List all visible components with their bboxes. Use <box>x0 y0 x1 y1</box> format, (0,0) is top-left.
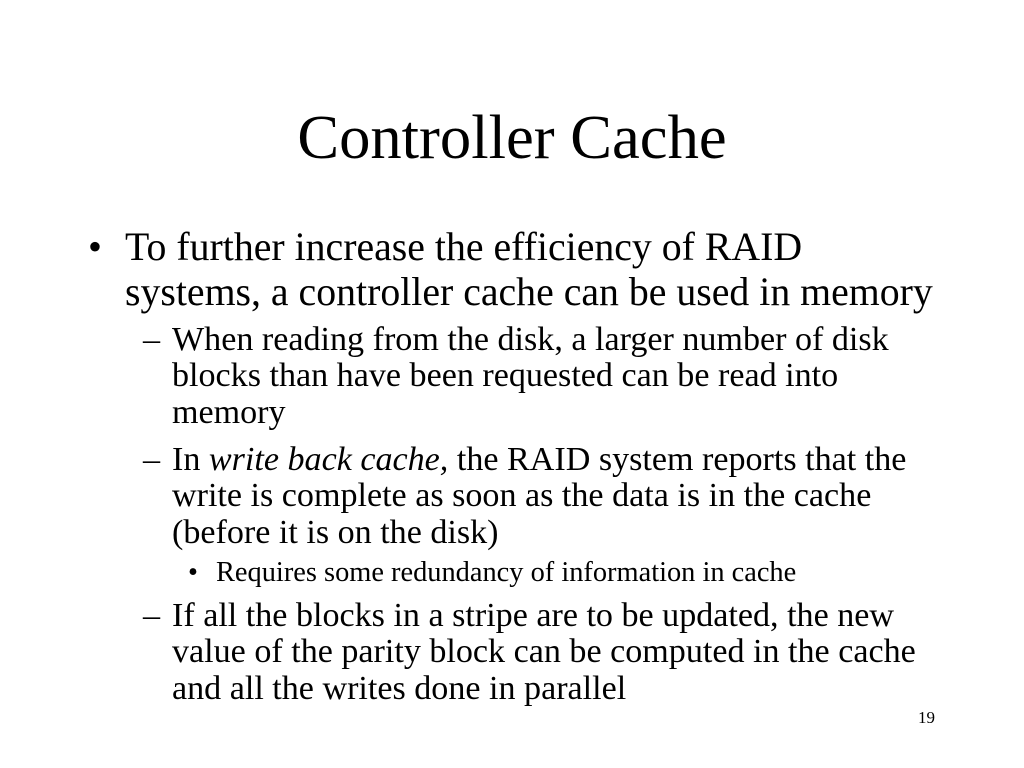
sub-bullet-text: If all the blocks in a stripe are to be updated, the new value of the parity block can be computed in the cache and all the writes done in parallel <box>172 596 916 707</box>
sub-bullet-reading <box>143 320 943 432</box>
bullet-marker: • <box>188 557 198 588</box>
bullet-level1 <box>88 224 943 315</box>
dash-marker: – <box>143 596 161 634</box>
bullet-marker: • <box>88 224 102 269</box>
sub-bullet-prefix: In <box>172 440 209 478</box>
sub-bullet-suffix: the RAID system reports that the write is complete as soon as the data is in the cache (before it is on the disk) <box>172 440 907 551</box>
dash-marker: – <box>143 320 161 358</box>
sub-sub-bullet-redundancy <box>188 556 943 590</box>
page-number: 19 <box>918 708 935 727</box>
bullet-text: To further increase the efficiency of RAID systems, a controller cache can be used in memory <box>125 224 933 314</box>
sub-bullet-write-back <box>143 440 943 552</box>
dash-marker: – <box>143 440 161 478</box>
slide-title: Controller Cache <box>297 101 727 172</box>
sub-sub-bullet-text: Requires some redundancy of information in cache <box>216 557 797 588</box>
sub-bullet-emphasis: write back cache, <box>208 440 449 478</box>
sub-bullet-stripe <box>143 596 943 708</box>
sub-bullet-text: When reading from the disk, a larger number of disk blocks than have been requested can be read into memory <box>172 320 889 431</box>
